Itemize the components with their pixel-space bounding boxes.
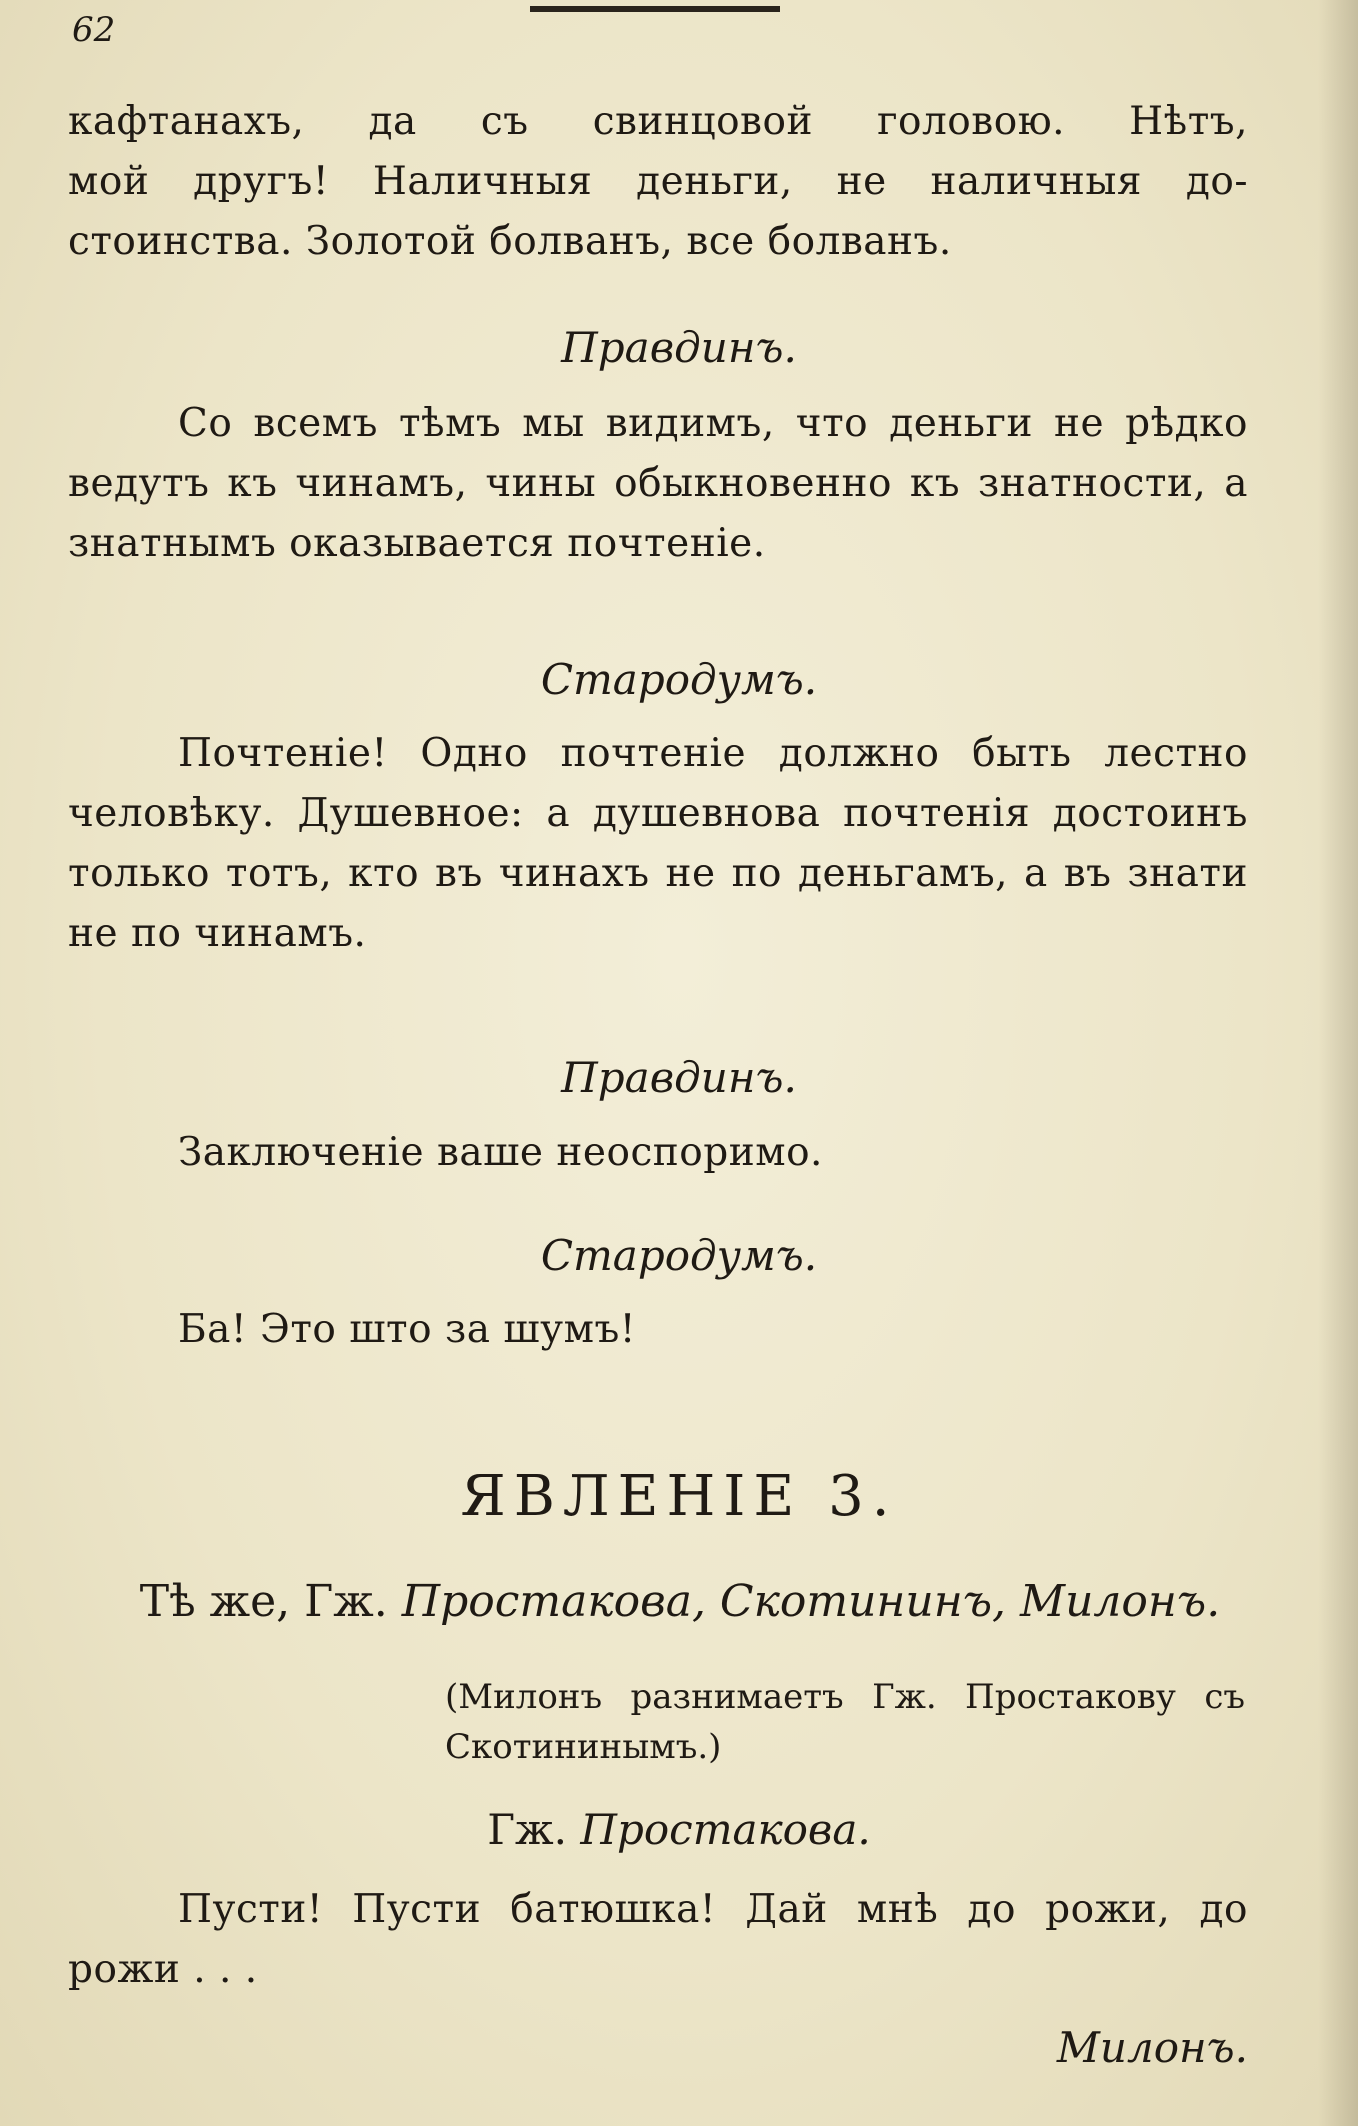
speaker-name: Стародумъ.: [540, 655, 818, 704]
opening-line: мой другъ! Наличныя деньги, не наличныя до-: [68, 159, 1248, 204]
characters-names: Простакова, Скотининъ, Милонъ.: [401, 1576, 1221, 1627]
speech-paragraph: Заключеніе ваше неоспоримо.: [178, 1130, 823, 1175]
speaker-name: [0, 1800, 1358, 1860]
opening-paragraph: [68, 92, 1248, 272]
speech-paragraph: Ба! Это што за шумъ!: [178, 1307, 636, 1352]
speaker-prefix: Гж.: [487, 1805, 568, 1854]
speech-paragraph: Почтеніе! Одно почтеніе должно быть лестно человѣку. Душевное: а душевнова почтенія достоинъ только тотъ, кто въ чинахъ не по деньгамъ, а въ знати не по чинамъ.: [68, 731, 1248, 956]
speech-paragraph: Пусти! Пусти батюшка! Дай мнѣ до рожи, до рожи . . .: [68, 1887, 1248, 1992]
speech-paragraph: Со всемъ тѣмъ мы видимъ, что деньги не рѣдко ведутъ къ чинамъ, чины обыкновенно къ знатности, а знатнымъ оказывается почтеніе.: [68, 401, 1248, 566]
speaker-name-catchword: Милонъ.: [1056, 2023, 1248, 2072]
speaker-name-italic: Простакова.: [580, 1805, 871, 1854]
stage-direction: (Милонъ разнимаетъ Гж. Простакову съ Скотининымъ.): [445, 1677, 1245, 1767]
speaker-name: Стародумъ.: [540, 1231, 818, 1280]
speaker-name: Правдинъ.: [561, 1053, 797, 1102]
opening-line: кафтанахъ, да съ свинцовой головою. Нѣтъ,: [68, 99, 1248, 144]
opening-line: стоинства. Золотой болванъ, все болванъ.: [68, 219, 952, 264]
scene-title: ЯВЛЕНІЕ 3.: [460, 1464, 898, 1529]
header-rule: [530, 6, 780, 12]
scene-characters: [100, 1572, 1260, 1632]
characters-prefix: Тѣ же, Гж.: [139, 1576, 388, 1627]
page-number: 62: [72, 10, 116, 50]
speaker-name: Правдинъ.: [561, 323, 797, 372]
